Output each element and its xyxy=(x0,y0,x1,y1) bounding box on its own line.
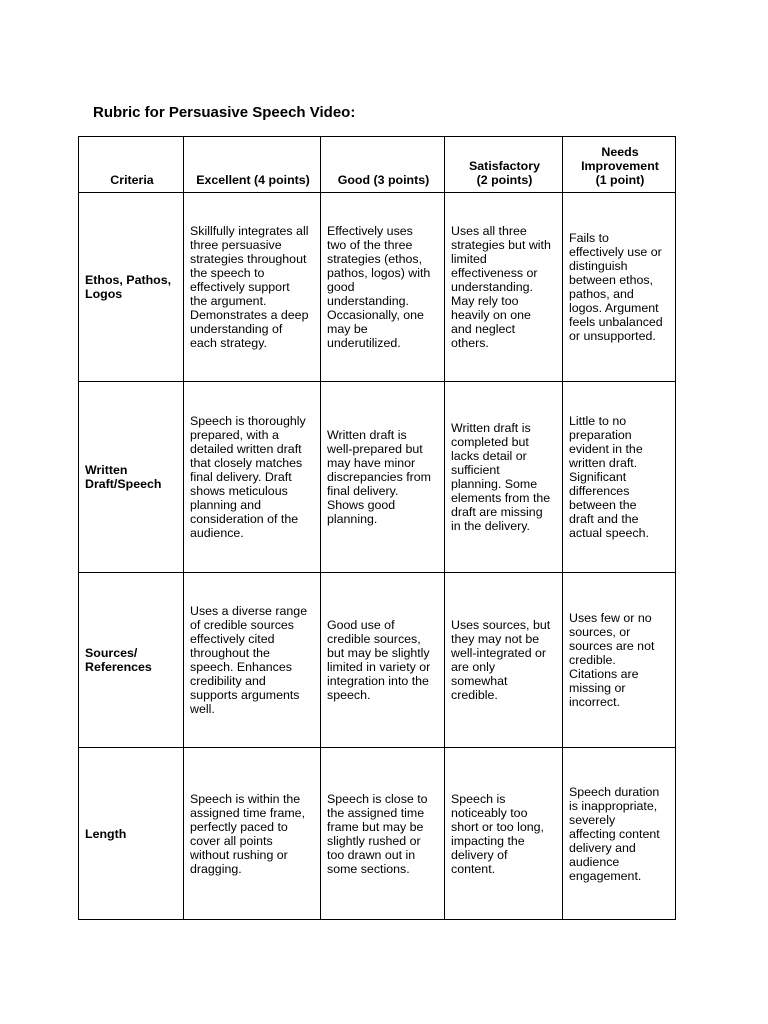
needs-improvement-cell: Little to no preparation evident in the written draft. Significant differences between the draft and the actual speech. xyxy=(563,382,676,573)
table-row xyxy=(79,573,676,748)
table-row xyxy=(79,193,676,382)
satisfactory-cell: Speech is noticeably too short or too long, impacting the delivery of content. xyxy=(445,748,563,920)
header-needs-improvement: Needs Improvement (1 point) xyxy=(563,137,676,193)
good-cell: Speech is close to the assigned time frame but may be slightly rushed or too drawn out in some sections. xyxy=(321,748,445,920)
criteria-cell: Ethos, Pathos, Logos xyxy=(79,193,184,382)
satisfactory-cell: Uses all three strategies but with limited effectiveness or understanding. May rely too heavily on one and neglect others. xyxy=(445,193,563,382)
excellent-cell: Speech is thoroughly prepared, with a detailed written draft that closely matches final delivery. Draft shows meticulous planning and consideration of the audience. xyxy=(184,382,321,573)
good-cell: Effectively uses two of the three strategies (ethos, pathos, logos) with good understanding. Occasionally, one may be underutilized. xyxy=(321,193,445,382)
header-satisfactory: Satisfactory (2 points) xyxy=(445,137,563,193)
good-cell: Written draft is well-prepared but may have minor discrepancies from final delivery. Shows good planning. xyxy=(321,382,445,573)
good-cell: Good use of credible sources, but may be slightly limited in variety or integration into the speech. xyxy=(321,573,445,748)
rubric-table xyxy=(78,136,676,920)
satisfactory-cell: Uses sources, but they may not be well-integrated or are only somewhat credible. xyxy=(445,573,563,748)
satisfactory-cell: Written draft is completed but lacks detail or sufficient planning. Some elements from the draft are missing in the delivery. xyxy=(445,382,563,573)
table-row xyxy=(79,382,676,573)
table-row xyxy=(79,748,676,920)
excellent-cell: Uses a diverse range of credible sources effectively cited throughout the speech. Enhances credibility and supports arguments well. xyxy=(184,573,321,748)
header-excellent: Excellent (4 points) xyxy=(184,137,321,193)
needs-improvement-cell: Uses few or no sources, or sources are not credible. Citations are missing or incorrect. xyxy=(563,573,676,748)
excellent-cell: Speech is within the assigned time frame, perfectly paced to cover all points without rushing or dragging. xyxy=(184,748,321,920)
criteria-cell: Sources/ References xyxy=(79,573,184,748)
excellent-cell: Skillfully integrates all three persuasive strategies throughout the speech to effectively support the argument. Demonstrates a deep understanding of each strategy. xyxy=(184,193,321,382)
criteria-cell: Written Draft/Speech xyxy=(79,382,184,573)
criteria-cell: Length xyxy=(79,748,184,920)
header-criteria: Criteria xyxy=(79,137,184,193)
page-title: Rubric for Persuasive Speech Video: xyxy=(93,104,356,121)
needs-improvement-cell: Fails to effectively use or distinguish between ethos, pathos, and logos. Argument feels unbalanced or unsupported. xyxy=(563,193,676,382)
header-good: Good (3 points) xyxy=(321,137,445,193)
needs-improvement-cell: Speech duration is inappropriate, severely affecting content delivery and audience engagement. xyxy=(563,748,676,920)
header-row xyxy=(79,137,676,193)
